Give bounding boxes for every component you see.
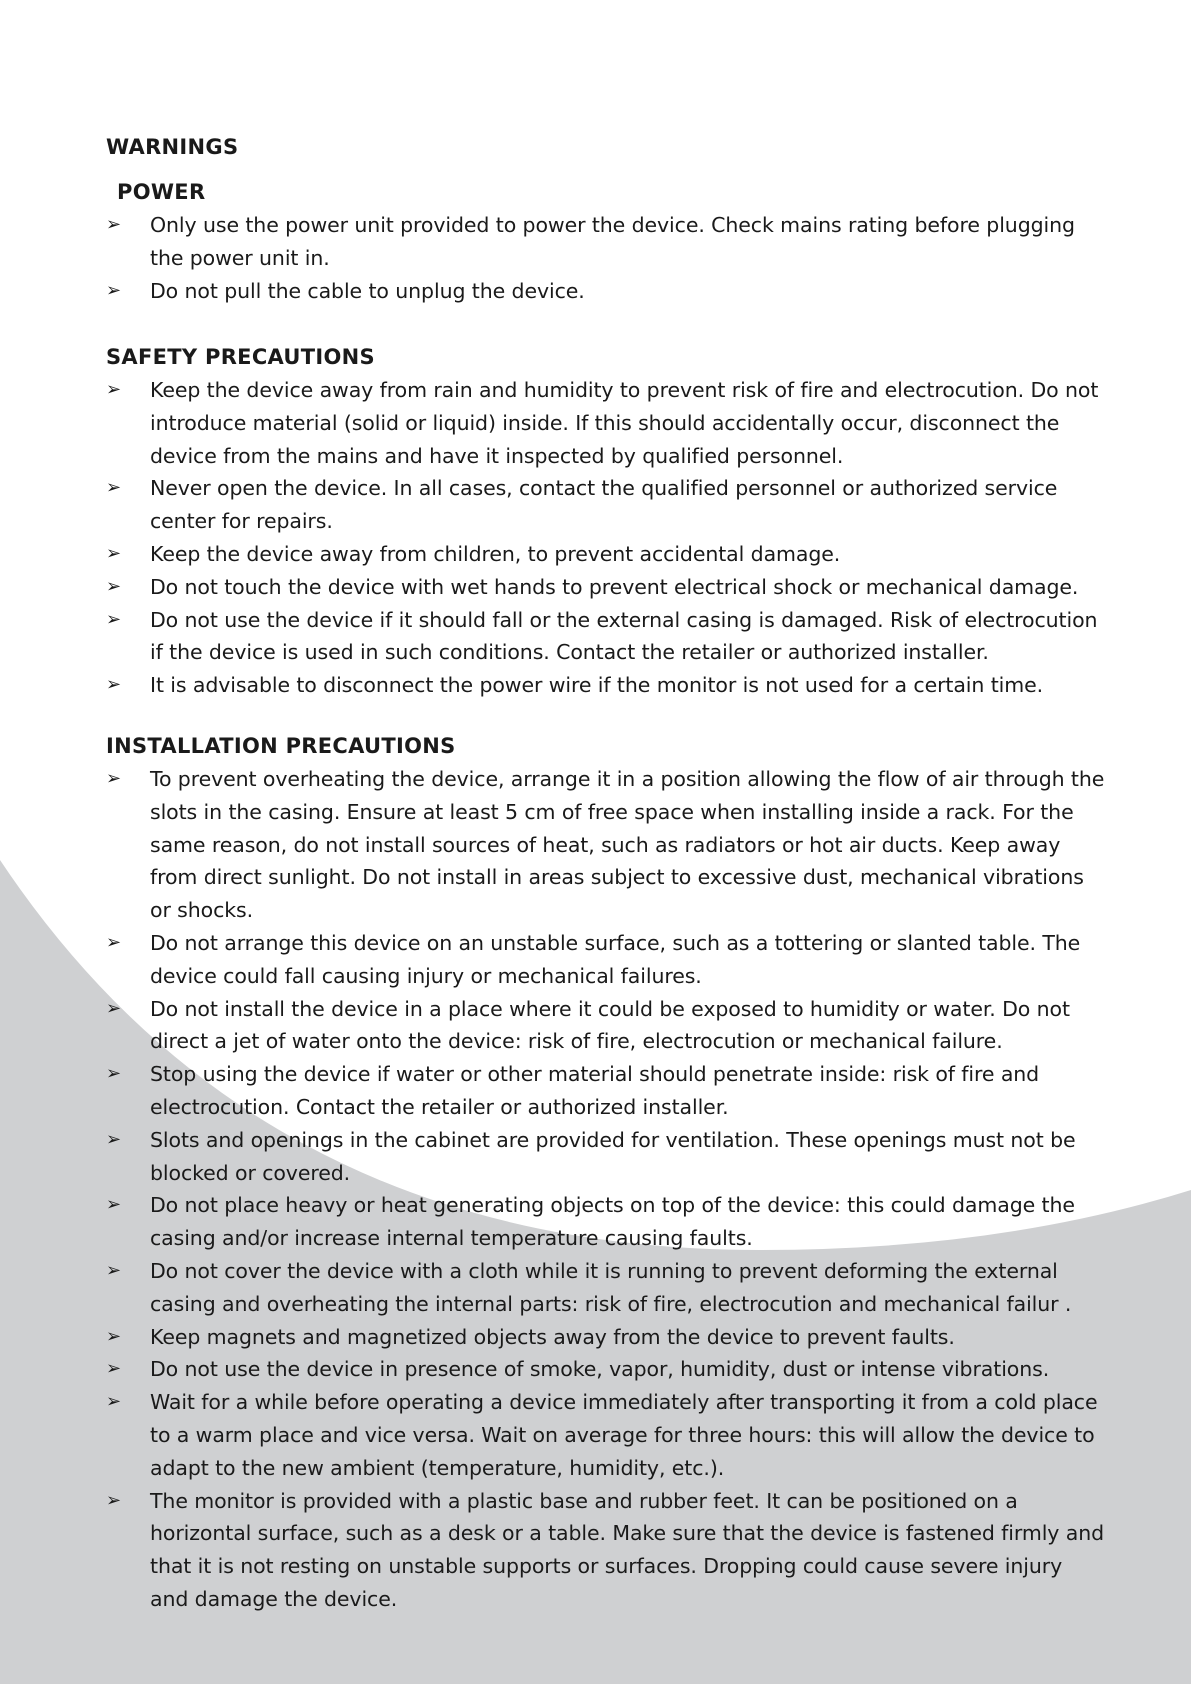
list-item: ➢ Keep the device away from rain and humidity to prevent risk of fire and electrocution. Do not introduce material (solid or liquid) inside. If this should accidentally occur, disconnect the device from the mains and have it inspected by qualified personnel. bbox=[106, 374, 1106, 472]
list-item: ➢ Do not use the device in presence of smoke, vapor, humidity, dust or intense vibrations. bbox=[106, 1353, 1106, 1386]
arrowhead-bullet-icon: ➢ bbox=[106, 542, 121, 564]
arrowhead-bullet-icon: ➢ bbox=[106, 1194, 121, 1216]
arrowhead-bullet-icon: ➢ bbox=[106, 1259, 121, 1281]
arrowhead-bullet-icon: ➢ bbox=[106, 931, 121, 953]
list-item: ➢ It is advisable to disconnect the power wire if the monitor is not used for a certain time. bbox=[106, 669, 1106, 702]
arrowhead-bullet-icon: ➢ bbox=[106, 279, 121, 301]
arrowhead-bullet-icon: ➢ bbox=[106, 1325, 121, 1347]
safety-list bbox=[106, 374, 1106, 702]
list-item: ➢ Do not arrange this device on an unstable surface, such as a tottering or slanted table. The device could fall causing injury or mechanical failures. bbox=[106, 927, 1106, 993]
list-item: ➢ Do not place heavy or heat generating objects on top of the device: this could damage the casing and/or increase internal temperature causing faults. bbox=[106, 1189, 1106, 1255]
arrowhead-bullet-icon: ➢ bbox=[106, 1391, 121, 1413]
list-item: ➢ Do not touch the device with wet hands to prevent electrical shock or mechanical damage. bbox=[106, 571, 1106, 604]
arrowhead-bullet-icon: ➢ bbox=[106, 1128, 121, 1150]
power-heading: POWER bbox=[117, 180, 206, 204]
safety-heading: SAFETY PRECAUTIONS bbox=[106, 345, 375, 369]
arrowhead-bullet-icon: ➢ bbox=[106, 214, 121, 235]
installation-list bbox=[106, 763, 1106, 1616]
list-item: ➢ Keep the device away from children, to prevent accidental damage. bbox=[106, 538, 1106, 571]
arrowhead-bullet-icon: ➢ bbox=[106, 1063, 121, 1085]
list-item: ➢ The monitor is provided with a plastic base and rubber feet. It can be positioned on a horizontal surface, such as a desk or a table. Make sure that the device is fastened firmly and that it is not resting on unstable supports or surfaces. Dropping could cause severe injury and damage the device. bbox=[106, 1485, 1106, 1616]
list-item: ➢ Do not install the device in a place where it could be exposed to humidity or water. Do not direct a jet of water onto the device: risk of fire, electrocution or mechanical failure. bbox=[106, 993, 1106, 1059]
arrowhead-bullet-icon: ➢ bbox=[106, 608, 121, 630]
arrowhead-bullet-icon: ➢ bbox=[106, 477, 121, 499]
arrowhead-bullet-icon: ➢ bbox=[106, 1489, 121, 1511]
list-item: ➢ Do not pull the cable to unplug the device. bbox=[106, 275, 1106, 308]
installation-heading: INSTALLATION PRECAUTIONS bbox=[106, 734, 456, 758]
list-item: ➢ Wait for a while before operating a device immediately after transporting it from a cold place to a warm place and vice versa. Wait on average for three hours: this will allow the device to adapt to the new ambient (temperature, humidity, etc.). bbox=[106, 1386, 1106, 1484]
arrowhead-bullet-icon: ➢ bbox=[106, 379, 121, 400]
list-item: ➢ Slots and openings in the cabinet are provided for ventilation. These openings must not be blocked or covered. bbox=[106, 1124, 1106, 1190]
list-item: ➢ Never open the device. In all cases, contact the qualified personnel or authorized service center for repairs. bbox=[106, 472, 1106, 538]
list-item: ➢ Only use the power unit provided to power the device. Check mains rating before plugging the power unit in. bbox=[106, 209, 1106, 275]
arrowhead-bullet-icon: ➢ bbox=[106, 768, 121, 789]
page-title: WARNINGS bbox=[106, 135, 239, 159]
arrowhead-bullet-icon: ➢ bbox=[106, 575, 121, 597]
list-item: ➢ Do not use the device if it should fall or the external casing is damaged. Risk of electrocution if the device is used in such conditions. Contact the retailer or authorized installer. bbox=[106, 604, 1106, 670]
power-list bbox=[106, 209, 1106, 307]
arrowhead-bullet-icon: ➢ bbox=[106, 1358, 121, 1380]
list-item: ➢ Stop using the device if water or other material should penetrate inside: risk of fire and electrocution. Contact the retailer or authorized installer. bbox=[106, 1058, 1106, 1124]
list-item: ➢ Keep magnets and magnetized objects away from the device to prevent faults. bbox=[106, 1321, 1106, 1354]
list-item: ➢ To prevent overheating the device, arrange it in a position allowing the flow of air through the slots in the casing. Ensure at least 5 cm of free space when installing inside a rack. For the same reason, do not install sources of heat, such as radiators or hot air ducts. Keep away from direct sunlight. Do not install in areas subject to excessive dust, mechanical vibrations or shocks. bbox=[106, 763, 1106, 927]
list-item: ➢ Do not cover the device with a cloth while it is running to prevent deforming the external casing and overheating the internal parts: risk of fire, electrocution and mechanical failur . bbox=[106, 1255, 1106, 1321]
arrowhead-bullet-icon: ➢ bbox=[106, 997, 121, 1019]
arrowhead-bullet-icon: ➢ bbox=[106, 674, 121, 696]
